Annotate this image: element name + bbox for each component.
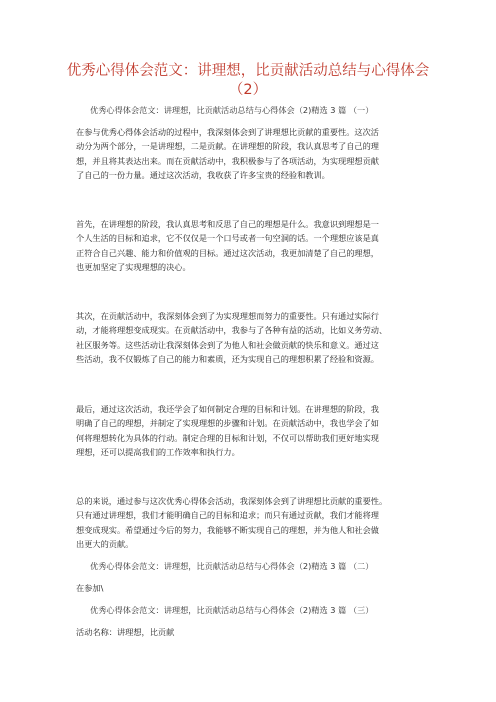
- paragraph-5: [76, 494, 436, 552]
- section-heading-1: 优秀心得体会范文：讲理想，比贡献活动总结与心得体会（2)精选 3 篇 （一）: [90, 105, 374, 115]
- paragraph-1: [76, 125, 436, 183]
- paragraph-line: 想，并且将其表达出来。而在贡献活动中，我积极参与了各项活动，为实现理想贡献: [76, 155, 379, 166]
- document-title: 优秀心得体会范文：讲理想，比贡献活动总结与心得体会（2）: [66, 63, 430, 98]
- paragraph-line: 动分为两个部分，一是讲理想，二是贡献。在讲理想的阶段，我认真思考了自己的理: [76, 141, 379, 152]
- paragraph-line: 总的来说，通过参与这次优秀心得体会活动，我深刻体会到了讲理想比贡献的重要性。: [76, 496, 388, 506]
- paragraph-line: 只有通过讲理想，我们才能明确自己的目标和追求；而只有通过贡献，我们才能将理: [76, 510, 379, 521]
- paragraph-line: 何将理想转化为具体的行动。制定合理的目标和计划，不仅可以帮助我们更好地实现: [76, 432, 379, 443]
- section-heading-3: 优秀心得体会范文：讲理想，比贡献活动总结与心得体会（2)精选 3 篇 （三）: [90, 605, 374, 615]
- paragraph-line: 在参与优秀心得体会活动的过程中，我深刻体会到了讲理想比贡献的重要性。这次活: [76, 127, 379, 137]
- paragraph-4: [76, 402, 436, 460]
- paragraph-line: 理想，还可以提高我们的工作效率和执行力。: [76, 447, 240, 458]
- paragraph-line: 出更大的贡献。: [76, 539, 134, 550]
- paragraph-line: 也更加坚定了实现理想的决心。: [76, 262, 191, 273]
- paragraph-line: 了自己的一份力量。通过这次活动，我收获了许多宝贵的经验和教训。: [76, 170, 330, 181]
- section-heading-2: 优秀心得体会范文：讲理想，比贡献活动总结与心得体会（2)精选 3 篇 （二）: [90, 561, 374, 571]
- paragraph-line: 些活动，我不仅锻炼了自己的能力和素质，还为实现自己的理想积累了经验和资源。: [76, 354, 379, 365]
- paragraph-7: 活动名称：讲理想，比贡献: [76, 627, 175, 637]
- paragraph-6: 在参加\: [76, 583, 104, 593]
- paragraph-line: 社区服务等。这些活动让我深刻体会到了为他人和社会做贡献的快乐和意义。通过这: [76, 339, 379, 350]
- paragraph-line: 首先，在讲理想的阶段，我认真思考和反思了自己的理想是什么。我意识到理想是一: [76, 219, 379, 229]
- paragraph-line: 动，才能将理想变成现实。在贡献活动中，我参与了各种有益的活动，比如义务劳动、: [76, 325, 388, 336]
- paragraph-line: 最后，通过这次活动，我还学会了如何制定合理的目标和计划。在讲理想的阶段，我: [76, 404, 379, 414]
- paragraph-3: [76, 309, 436, 367]
- paragraph-2: [76, 217, 436, 275]
- paragraph-line: 其次，在贡献活动中，我深刻体会到了为实现理想而努力的重要性。只有通过实际行: [76, 311, 379, 321]
- paragraph-line: 明确了自己的理想，并制定了实现理想的步骤和计划。在贡献活动中，我也学会了如: [76, 418, 379, 429]
- paragraph-line: 个人生活的目标和追求，它不仅仅是一个口号或者一句空洞的话。一个理想应该是真: [76, 233, 379, 244]
- paragraph-line: 正符合自己兴趣、能力和价值观的目标。通过这次活动，我更加清楚了自己的理想，: [76, 247, 379, 258]
- paragraph-line: 想变成现实。希望通过今后的努力，我能够不断实现自己的理想，并为他人和社会做: [76, 524, 379, 535]
